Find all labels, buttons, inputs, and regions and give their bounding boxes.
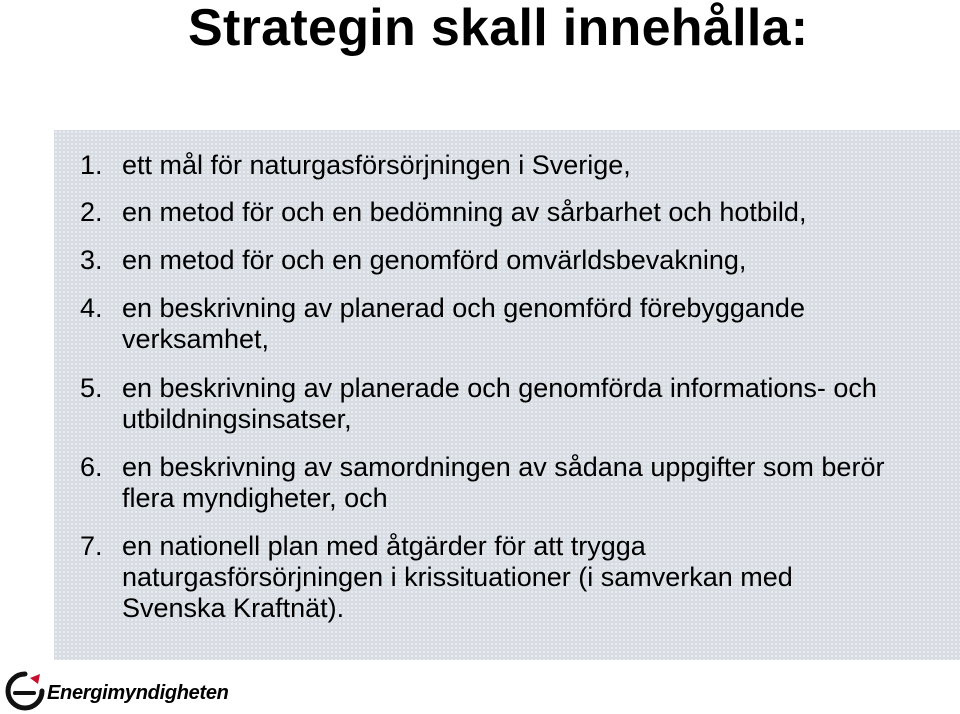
energimyndigheten-logo-icon bbox=[4, 670, 46, 712]
list-item bbox=[80, 452, 900, 514]
logo-text: Energimyndigheten bbox=[47, 682, 229, 704]
item-text: ett mål för naturgasförsörjningen i Sverige, bbox=[122, 150, 631, 180]
list-item bbox=[80, 197, 900, 228]
content-box bbox=[54, 130, 960, 660]
list-item bbox=[80, 373, 900, 435]
item-number: 3. bbox=[80, 245, 103, 275]
item-text: en beskrivning av samordningen av sådana uppgifter som berör flera myndigheter, och bbox=[122, 452, 885, 513]
list-item bbox=[80, 293, 900, 355]
list-item bbox=[80, 531, 900, 624]
item-text: en metod för och en genomförd omvärldsbevakning, bbox=[122, 245, 747, 275]
slide-title: Strategin skall innehålla: bbox=[188, 0, 809, 57]
item-number: 7. bbox=[80, 531, 103, 561]
list-item bbox=[80, 245, 900, 276]
list-item bbox=[80, 150, 900, 181]
item-number: 2. bbox=[80, 197, 103, 227]
item-text: en beskrivning av planerade och genomförda informations- och utbildningsinsatser, bbox=[122, 373, 877, 434]
item-text: en nationell plan med åtgärder för att trygga naturgasförsörjningen i krissituationer (i samverkan med Svenska Kraftnät). bbox=[122, 531, 793, 623]
energimyndigheten-logo bbox=[4, 668, 264, 712]
item-number: 4. bbox=[80, 293, 103, 323]
item-number: 1. bbox=[80, 150, 103, 180]
item-text: en metod för och en bedömning av sårbarhet och hotbild, bbox=[122, 197, 807, 227]
item-number: 5. bbox=[80, 373, 103, 403]
item-number: 6. bbox=[80, 452, 103, 482]
item-text: en beskrivning av planerad och genomförd förebyggande verksamhet, bbox=[122, 293, 805, 354]
